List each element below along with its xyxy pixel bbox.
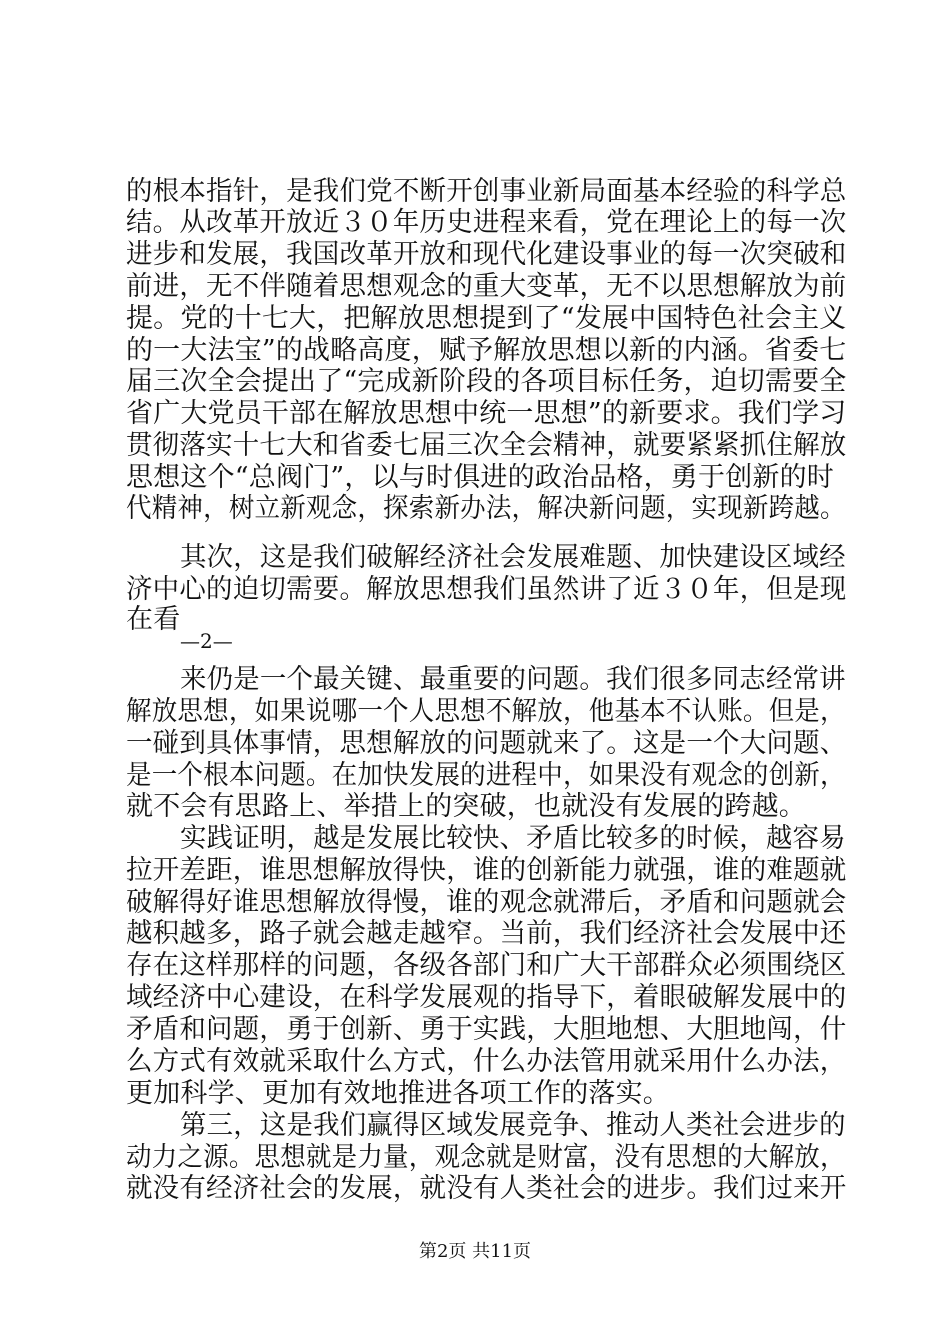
text-line: 动力之源。思想就是力量，观念就是财富，没有思想的大解放，	[126, 1142, 846, 1173]
text-line: 一碰到具体事情，思想解放的问题就来了。这是一个大问题、	[126, 728, 847, 759]
text-line: 届三次全会提出了“完成新阶段的各项目标任务，迫切需要全	[126, 366, 847, 397]
text-line: 就不会有思路上、举措上的突破，也就没有发展的跨越。	[126, 791, 806, 822]
text-line: 是一个根本问题。在加快发展的进程中，如果没有观念的创新，	[126, 760, 846, 791]
text-line: 其次，这是我们破解经济社会发展难题、加快建设区域经	[180, 542, 846, 573]
text-line: 域经济中心建设，在科学发展观的指导下，着眼破解发展中的	[126, 982, 847, 1013]
text-line: 提。党的十七大，把解放思想提到了“发展中国特色社会主义	[126, 303, 847, 334]
page-number-mark: —2—	[180, 629, 233, 653]
text-line: 实践证明，越是发展比较快、矛盾比较多的时候，越容易	[180, 823, 846, 854]
text-line: 存在这样那样的问题，各级各部门和广大干部群众必须围绕区	[126, 950, 847, 981]
text-line: 的一大法宝”的战略高度，赋予解放思想以新的内涵。省委七	[126, 335, 847, 366]
text-line: 济中心的迫切需要。解放思想我们虽然讲了近３０年，但是现	[126, 574, 847, 605]
text-line: 代精神，树立新观念，探索新办法，解决新问题，实现新跨越。	[126, 493, 846, 524]
text-line: 矛盾和问题，勇于创新、勇于实践，大胆地想、大胆地闯，什	[126, 1014, 847, 1045]
text-line: 更加科学、更加有效地推进各项工作的落实。	[126, 1078, 670, 1109]
text-line: 拉开差距，谁思想解放得快，谁的创新能力就强，谁的难题就	[126, 855, 847, 886]
text-line: 贯彻落实十七大和省委七届三次全会精神，就要紧紧抓住解放	[126, 430, 847, 461]
text-line: 么方式有效就采取什么方式，什么办法管用就采用什么办法，	[126, 1046, 847, 1077]
text-line: 就没有经济社会的发展，就没有人类社会的进步。我们过来开	[126, 1173, 847, 1204]
text-line: 越积越多，路子就会越走越窄。当前，我们经济社会发展中还	[126, 918, 847, 949]
text-line: 前进，无不伴随着思想观念的重大变革，无不以思想解放为前	[126, 271, 847, 302]
text-line: 在看	[126, 604, 181, 635]
text-line: 省广大党员干部在解放思想中统一思想”的新要求。我们学习	[126, 398, 847, 429]
text-line: 破解得好谁思想解放得慢，谁的观念就滞后，矛盾和问题就会	[126, 887, 847, 918]
text-line: 结。从改革开放近３０年历史进程来看，党在理论上的每一次	[126, 207, 847, 238]
text-line: 解放思想，如果说哪一个人思想不解放，他基本不认账。但是，	[126, 696, 846, 727]
text-line: 第三，这是我们赢得区域发展竞争、推动人类社会进步的	[180, 1110, 846, 1141]
page-footer: 第2页 共11页	[418, 1241, 532, 1262]
text-line: 来仍是一个最关键、最重要的问题。我们很多同志经常讲	[180, 664, 846, 695]
text-line: 思想这个“总阀门”，以与时俱进的政治品格，勇于创新的时	[126, 462, 835, 493]
text-line: 的根本指针，是我们党不断开创事业新局面基本经验的科学总	[126, 176, 847, 207]
text-line: 进步和发展，我国改革开放和现代化建设事业的每一次突破和	[126, 239, 847, 270]
